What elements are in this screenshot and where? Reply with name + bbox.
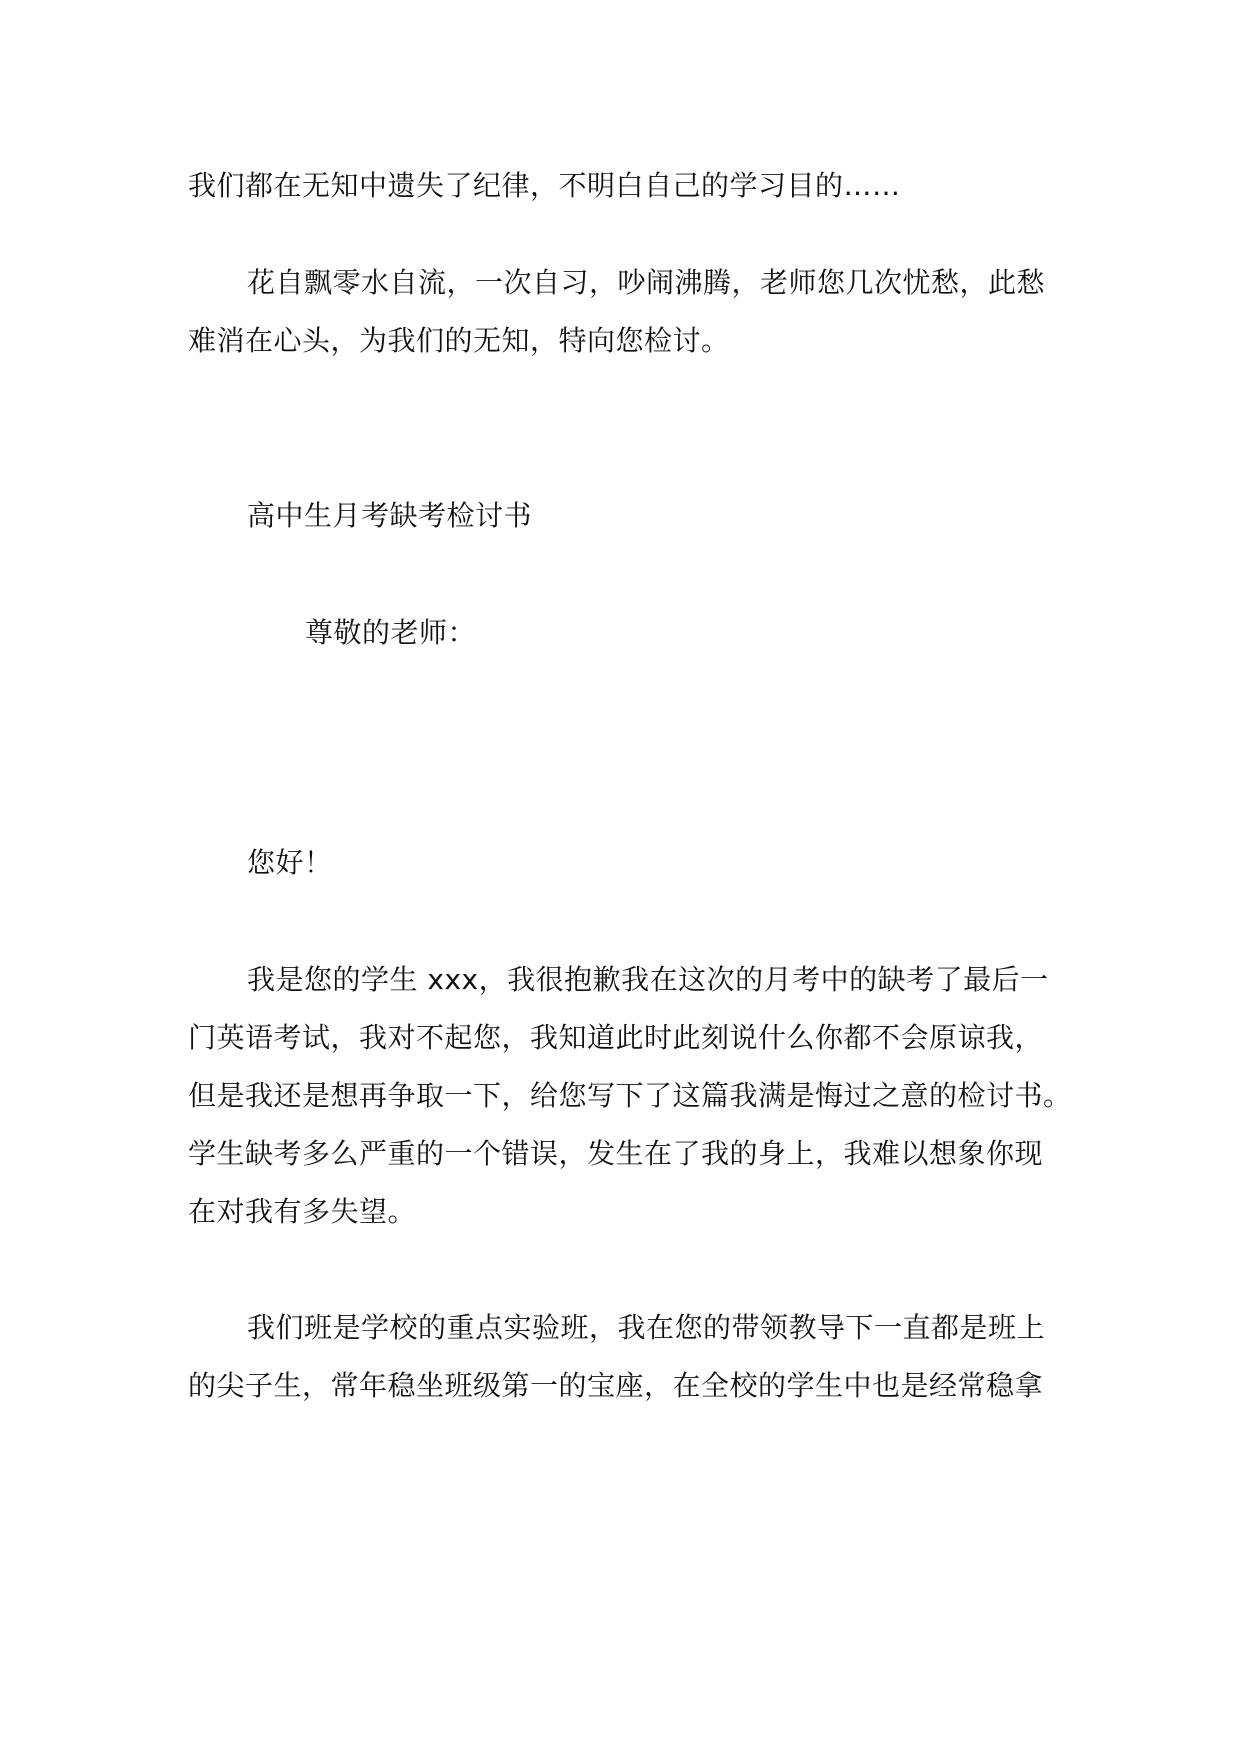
paragraph-line: 的尖子生，常年稳坐班级第一的宝座，在全校的学生中也是经常稳拿 [188, 1369, 1044, 1402]
salutation: 尊敬的老师： [305, 616, 477, 649]
paragraph-line: 我们都在无知中遗失了纪律，不明白自己的学习目的…… [188, 169, 901, 202]
paragraph-line: 但是我还是想再争取一下，给您写下了这篇我满是悔过之意的检讨书。 [188, 1079, 1072, 1112]
document-title: 高中生月考缺考检讨书 [247, 499, 533, 532]
paragraph-line: 门英语考试，我对不起您，我知道此时此刻说什么你都不会原谅我， [188, 1021, 1044, 1054]
paragraph-line: 我是您的学生 xxx，我很抱歉我在这次的月考中的缺考了最后一 [247, 963, 1049, 996]
greeting: 您好！ [247, 846, 333, 879]
paragraph-line: 花自飘零水自流，一次自习，吵闹沸腾，老师您几次忧愁，此愁 [247, 266, 1046, 299]
paragraph-line: 学生缺考多么严重的一个错误，发生在了我的身上，我难以想象你现 [188, 1137, 1044, 1170]
paragraph-line: 在对我有多失望。 [188, 1195, 417, 1228]
paragraph-line: 难消在心头，为我们的无知，特向您检讨。 [188, 324, 730, 357]
paragraph-line: 我们班是学校的重点实验班，我在您的带领教导下一直都是班上 [247, 1311, 1046, 1344]
